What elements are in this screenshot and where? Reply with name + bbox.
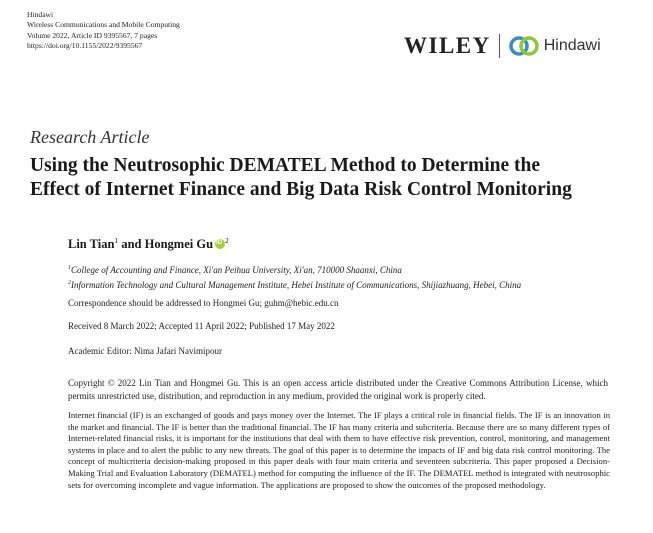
journal-meta (27, 10, 180, 52)
author-name[interactable]: Lin Tian (68, 237, 115, 252)
copyright-notice: Copyright © 2022 Lin Tian and Hongmei Gu. This is an open access article distributed under the Creative Commons Attribution License, which permits unrestricted use, distribution, and reproduction in any medium, provided the original work is properly cited. (68, 378, 608, 401)
author-conjunction: and (121, 237, 142, 252)
volume-info: Volume 2022, Article ID 9395567, 7 pages (27, 30, 158, 40)
author-list (68, 236, 229, 252)
affiliations (68, 262, 521, 292)
orcid-icon[interactable] (215, 239, 225, 249)
correspondence: Correspondence should be addressed to Hongmei Gu; guhm@hebic.edu.cn (68, 298, 339, 308)
academic-editor: Academic Editor: Nima Jafari Navimipour (68, 346, 222, 356)
affiliation-text: College of Accounting and Finance, Xi'an Peihua University, Xi'an, 710000 Shaanxi, China (71, 265, 402, 275)
title-line: Using the Neutrosophic DEMATEL Method to Determine the (30, 155, 541, 176)
author-affiliation-mark: 1 (114, 236, 119, 245)
logo-divider (499, 34, 500, 58)
doi-link[interactable]: https://doi.org/10.1155/2022/9395567 (27, 41, 143, 51)
paper-title (30, 154, 630, 202)
abstract-text: Internet financial (IF) is an exchanged of goods and pays money over the Internet. The IF plays a critical role in financial fields. The IF is an innovation in the market and financial. The IF is better than the traditional financial. The IF has many criteria and subcriteria. Because there are so many different types of Internet-related financial risks, it is important for the institutions that deal with them to have effective risk prevention, control, monitoring, and management systems in place and to alert the public to any new threats. The goal of this paper is to determine the impacts of IF and big data risk control monitoring. The concept of multicriteria decision-making proposed in this paper deals with four main criteria and seventeen subcriteria. This paper proposed a Decision-Making Trial and Evaluation Laboratory (DEMATEL) method for computing the influence of the IF. The DEMATEL method is integrated with neutrosophic sets for overcoming incomplete and vague information. The applications are proposed to show the outcomes of the proposed methodology. (68, 410, 610, 490)
journal-name: Wireless Communications and Mobile Computing (27, 20, 180, 30)
wiley-logo: WILEY (404, 33, 491, 58)
affiliation-text: Information Technology and Cultural Management Institute, Hebei Institute of Communications, Shijiazhuang, Hebei, China (71, 280, 522, 290)
author-name[interactable]: Hongmei Gu (144, 237, 214, 252)
publication-dates: Received 8 March 2022; Accepted 11 April 2022; Published 17 May 2022 (68, 321, 335, 331)
affiliation-mark: 2 (68, 280, 71, 286)
publisher-name: Hindawi (27, 10, 54, 19)
article-type: Research Article (30, 127, 150, 147)
hindawi-logo-text: Hindawi (543, 37, 601, 54)
title-line: Effect of Internet Finance and Big Data Risk Control Monitoring (30, 179, 572, 200)
author-affiliation-mark: 2 (225, 236, 229, 245)
affiliation-mark: 1 (68, 265, 71, 271)
affiliation-line (68, 262, 521, 277)
publisher-logos (404, 31, 601, 61)
hindawi-logo-icon (509, 35, 539, 57)
affiliation-line (68, 277, 521, 292)
